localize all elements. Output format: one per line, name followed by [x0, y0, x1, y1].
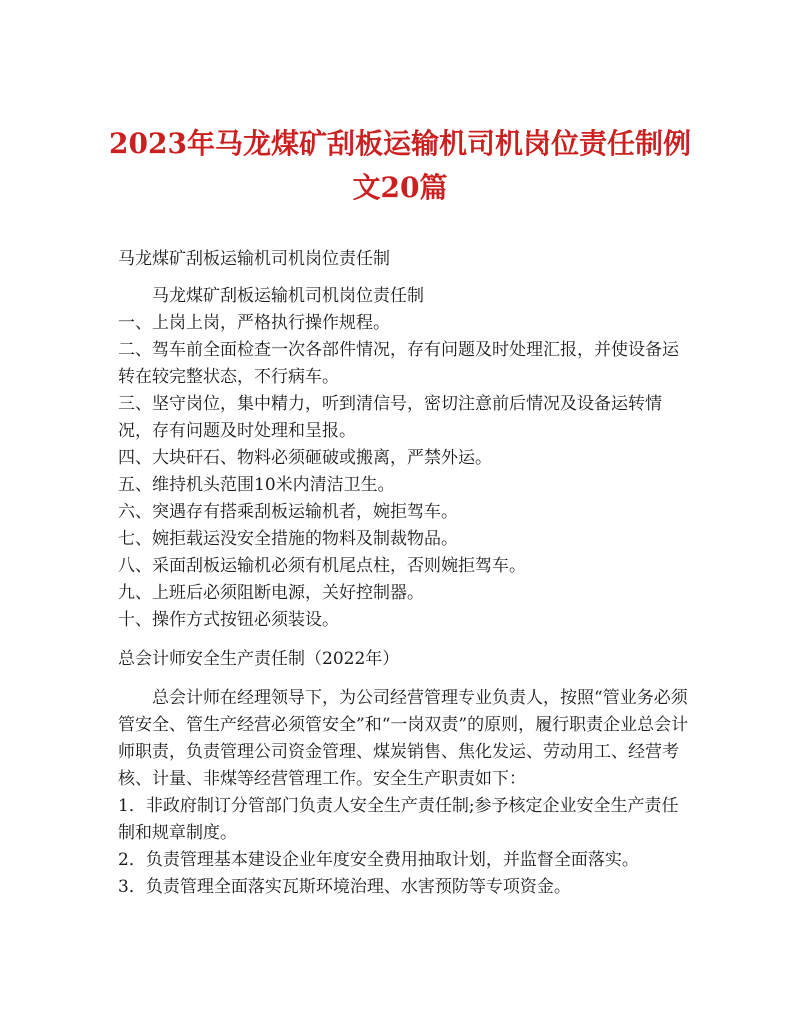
- list-item: 七、婉拒载运没安全措施的物料及制裁物品。: [118, 529, 458, 549]
- list-item: 六、突遇存有搭乘刮板运输机者，婉拒驾车。: [118, 502, 458, 522]
- section-heading: 总会计师安全生产责任制（2022年）: [118, 649, 400, 669]
- section-subheading: 马龙煤矿刮板运输机司机岗位责任制: [152, 286, 424, 306]
- list-item: 四、大块矸石、物料必须砸破或搬离，严禁外运。: [118, 448, 492, 468]
- document-title: 2023年马龙煤矿刮板运输机司机岗位责任制例文20篇: [109, 127, 691, 204]
- document-body: [118, 246, 690, 901]
- list-item: 八、采面刮板运输机必须有机尾点柱，否则婉拒驾车。: [118, 556, 526, 576]
- list-item: 三、坚守岗位，集中精力，听到清信号，密切注意前后情况及设备运转情况，存有问题及时处理和呈报。: [118, 394, 662, 441]
- list-item: 二、驾车前全面检查一次各部件情况，存有问题及时处理汇报，并使设备运转在较完整状态，不行病车。: [118, 340, 679, 387]
- list-item: 五、维持机头范围10米内清洁卫生。: [118, 475, 395, 495]
- list-item: 2．负责管理基本建设企业年度安全费用抽取计划，并监督全面落实。: [118, 850, 639, 870]
- list-item: 1．非政府制订分管部门负责人安全生产责任制;参予核定企业安全生产责任制和规章制度。: [118, 796, 679, 843]
- list-item: 十、操作方式按钮必须装设。: [118, 610, 339, 630]
- list-item: 九、上班后必须阻断电源，关好控制器。: [118, 583, 424, 603]
- list-item: 一、上岗上岗，严格执行操作规程。: [118, 313, 390, 333]
- list-item: 3．负责管理全面落实瓦斯环境治理、水害预防等专项资金。: [118, 877, 571, 897]
- intro-paragraph: 总会计师在经理领导下，为公司经营管理专业负责人，按照“管业务必须管安全、管生产经营必须管安全”和“一岗双责”的原则，履行职责企业总会计师职责，负责管理公司资金管理、煤炭销售、焦化发运、劳动用工、经营考核、计量、非煤等经营管理工作。安全生产职责如下：: [118, 688, 689, 789]
- section-heading: 马龙煤矿刮板运输机司机岗位责任制: [118, 249, 390, 269]
